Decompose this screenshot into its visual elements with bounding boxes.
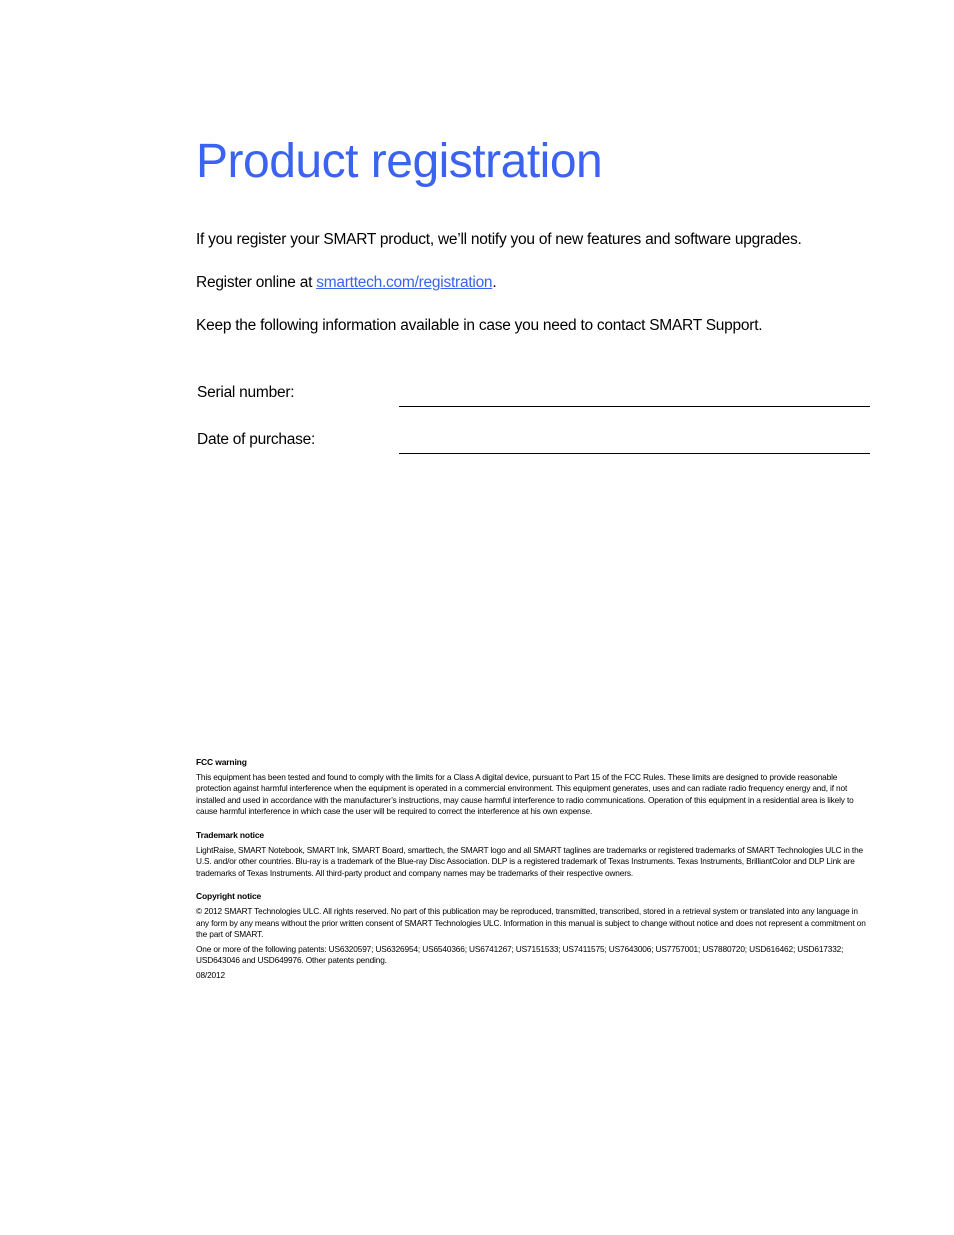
date-of-purchase-line [399,453,870,454]
serial-number-label: Serial number: [197,384,295,401]
date-of-purchase-label: Date of purchase: [197,431,316,448]
register-prefix: Register online at [196,274,317,291]
keep-info-text: Keep the following information available in case you need to contact SMART Support. [196,317,763,334]
fcc-warning [196,757,872,818]
trademark-heading: Trademark notice [196,829,264,840]
fcc-text: This equipment has been tested and found to comply with the limits for a Class A digital device, pursuant to Part 15 of the FCC Rules. These limits are designed to provide reasonable protection against harmful interference when the equipment is operated in a commercial environment. This equipment generates, uses and can radiate radio frequency energy and, if not installed and used in accordance with the manufacturer’s instructions, may cause harmful interference to radio communications. Operation of this equipment in a residential area is likely to cause harmful interference in which case the user will be required to correct the interference at his own expense. [196,771,854,817]
trademark-notice [196,830,872,879]
registration-link[interactable]: smarttech.com/registration [316,274,493,291]
intro-text: If you register your SMART product, we’ll notify you of new features and software upgrades. [196,231,802,248]
document-date: 08/2012 [196,969,225,980]
register-suffix: . [492,274,497,291]
serial-number-line [399,406,870,407]
legal-notices [196,757,872,982]
copyright-text: © 2012 SMART Technologies ULC. All rights reserved. No part of this publication may be reproduced, transmitted, transcribed, stored in a retrieval system or translated into any language in any form by any means without the prior written consent of SMART Technologies ULC. Information in this manual is subject to change without notice and does not represent a commitment on the part of SMART. [196,905,866,940]
copyright-heading: Copyright notice [196,891,262,902]
register-line [196,274,496,292]
fcc-heading: FCC warning [196,757,247,767]
page-title: Product registration [196,135,603,188]
trademark-text: LightRaise, SMART Notebook, SMART Ink, SMART Board, smarttech, the SMART logo and all SMART taglines are trademarks or registered trademarks of SMART Technologies ULC in the U.S. and/or other countries. Blu-ray is a trademark of the Blue-ray Disc Association. DLP is a registered trademark of Texas Instruments. Texas Instruments, BrilliantColor and DLP Link are trademarks of Texas Instruments. All third-party product and company names may be trademarks of their respective owners. [196,844,864,878]
copyright-notice [196,891,872,981]
patents-text: One or more of the following patents: US6320597; US6326954; US6540366; US6741267; US7151533; US7411575; US7643006; US7757001; US7880720; USD616462; USD617332; USD643046 and USD649976. Other patents pending. [196,943,844,966]
